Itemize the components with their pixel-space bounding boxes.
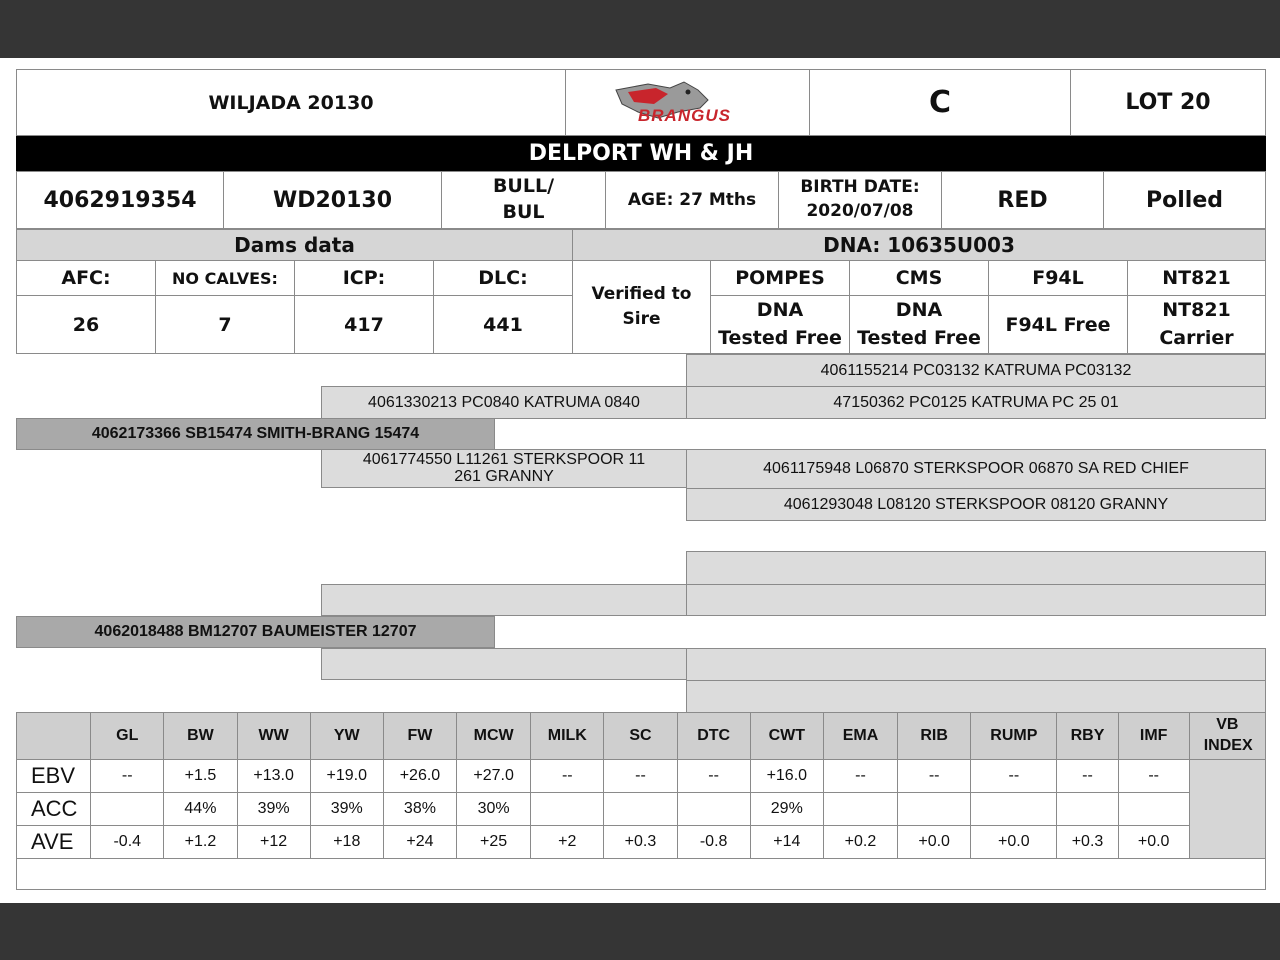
ebv-value-cell: +0.3 xyxy=(604,826,677,859)
ebv-value-cell: +14 xyxy=(750,826,823,859)
ebv-column-rump: RUMP xyxy=(971,713,1057,760)
ebv-table xyxy=(16,712,1266,890)
registration-id xyxy=(16,171,224,229)
ebv-column-vb-index: VB INDEX xyxy=(1189,713,1265,760)
ebv-value-cell: -- xyxy=(1118,760,1189,793)
dna-result-nt821 xyxy=(1127,295,1266,354)
logo-text: BRANGUS xyxy=(638,106,731,125)
pedigree-dam-dam-dam xyxy=(686,680,1266,713)
birth-date-label: BIRTH DATE: xyxy=(800,177,920,198)
verified-to-sire xyxy=(572,260,711,354)
animal-name xyxy=(16,69,566,136)
tag-number xyxy=(223,171,442,229)
pedigree-dam-sire-dam xyxy=(686,584,1266,616)
horn-status-text: Polled xyxy=(1146,187,1223,213)
pedigree-dam-sire-sire xyxy=(686,551,1266,585)
sex-text: BULL/ BUL xyxy=(492,175,555,223)
pedigree-sire-dam-sire xyxy=(686,449,1266,489)
afc-value-text: 26 xyxy=(72,313,100,336)
registration-id-text: 4062919354 xyxy=(43,187,197,213)
ebv-value-cell xyxy=(1057,793,1118,826)
dna-result-line: F94L Free xyxy=(1005,313,1111,336)
ebv-column-bw: BW xyxy=(164,713,237,760)
ebv-value-cell: 39% xyxy=(310,793,383,826)
dna-result-line: Carrier xyxy=(1159,326,1234,349)
ebv-value-cell: -- xyxy=(1057,760,1118,793)
pedigree-text: 4061774550 L11261 STERKSPOOR 11 261 GRANNY xyxy=(362,450,646,485)
ebv-value-cell: +25 xyxy=(457,826,531,859)
breeder-name: DELPORT WH & JH xyxy=(528,141,754,166)
no-calves-label xyxy=(155,260,295,296)
ebv-value-cell xyxy=(677,793,750,826)
ebv-row-ebv xyxy=(17,760,1266,793)
pedigree-text: 4061293048 L08120 STERKSPOOR 08120 GRANNY xyxy=(783,495,1169,513)
pedigree-sire xyxy=(16,418,495,450)
bottom-bar xyxy=(0,903,1280,960)
pedigree-sire-sire-dam xyxy=(686,386,1266,419)
ebv-value-cell: -0.4 xyxy=(91,826,164,859)
top-bar xyxy=(0,0,1280,58)
pedigree-text: 4061175948 L06870 STERKSPOOR 06870 SA RED CHIEF xyxy=(763,460,1189,477)
ebv-column-sc: SC xyxy=(604,713,677,760)
afc-label xyxy=(16,260,156,296)
dna-test-nt821 xyxy=(1127,260,1266,296)
age-text: AGE: 27 Mths xyxy=(627,190,757,210)
age xyxy=(605,171,779,229)
verified-to-sire-text: Verified to Sire xyxy=(591,283,692,329)
ebv-column-rib: RIB xyxy=(898,713,971,760)
ebv-column-fw: FW xyxy=(383,713,456,760)
pedigree-sire-dam-dam xyxy=(686,488,1266,521)
animal-name-text: WILJADA 20130 xyxy=(208,91,374,114)
ebv-value-cell: +18 xyxy=(310,826,383,859)
ebv-value-cell: +0.2 xyxy=(823,826,897,859)
lot-number xyxy=(1070,69,1266,136)
dna-result-pompes xyxy=(710,295,850,354)
dna-result-f94l xyxy=(988,295,1128,354)
lot-text: LOT 20 xyxy=(1125,90,1211,115)
ebv-column-cwt: CWT xyxy=(750,713,823,760)
ebv-value-cell: +1.2 xyxy=(164,826,237,859)
ebv-value-cell xyxy=(604,793,677,826)
ebv-value-cell: -- xyxy=(898,760,971,793)
colour-text: RED xyxy=(997,187,1048,213)
ebv-value-cell: +24 xyxy=(383,826,456,859)
ebv-value-cell: 39% xyxy=(237,793,310,826)
ebv-value-cell xyxy=(823,793,897,826)
ebv-value-cell xyxy=(531,793,604,826)
ebv-value-cell: -0.8 xyxy=(677,826,750,859)
ebv-value-cell: -- xyxy=(91,760,164,793)
pedigree-text: 4061330213 PC0840 KATRUMA 0840 xyxy=(368,393,640,411)
dna-result-line: DNA xyxy=(756,298,804,321)
ebv-value-cell: +0.0 xyxy=(898,826,971,859)
ebv-value-cell xyxy=(1118,793,1189,826)
ebv-value-cell: +0.3 xyxy=(1057,826,1118,859)
ebv-value-cell: -- xyxy=(604,760,677,793)
ebv-value-cell: -- xyxy=(677,760,750,793)
afc-value xyxy=(16,295,156,354)
ebv-value-cell: +27.0 xyxy=(457,760,531,793)
ebv-value-cell: +0.0 xyxy=(1118,826,1189,859)
dams-data-title: Dams data xyxy=(234,233,355,257)
ebv-row-label: EBV xyxy=(17,760,91,793)
ebv-header-row xyxy=(17,713,1266,760)
dams-data-header xyxy=(16,229,573,261)
ebv-row-acc xyxy=(17,793,1266,826)
ebv-value-cell: +1.5 xyxy=(164,760,237,793)
dna-test-pompes xyxy=(710,260,850,296)
dna-test-name: CMS xyxy=(895,267,943,289)
pedigree-sire-dam xyxy=(321,449,687,488)
dna-test-name: NT821 xyxy=(1162,267,1231,289)
ebv-value-cell: +19.0 xyxy=(310,760,383,793)
vb-index-value-cell xyxy=(1189,760,1265,859)
pedigree-dam-dam xyxy=(321,648,687,680)
ebv-value-cell: 29% xyxy=(750,793,823,826)
ebv-value-cell: -- xyxy=(971,760,1057,793)
dna-test-name: F94L xyxy=(1032,267,1084,289)
ebv-row-ave xyxy=(17,826,1266,859)
pedigree-dam-sire xyxy=(321,584,687,616)
icp-value-text: 417 xyxy=(344,313,384,336)
ebv-value-cell xyxy=(898,793,971,826)
pedigree-sire-sire xyxy=(321,386,687,419)
ebv-value-cell: +26.0 xyxy=(383,760,456,793)
dna-test-name: POMPES xyxy=(735,267,825,289)
ebv-value-cell: -- xyxy=(531,760,604,793)
ebv-column-ema: EMA xyxy=(823,713,897,760)
dna-title: DNA: 10635U003 xyxy=(823,233,1015,257)
ebv-value-cell: +16.0 xyxy=(750,760,823,793)
ebv-row-label: AVE xyxy=(17,826,91,859)
pedigree-text: 4062018488 BM12707 BAUMEISTER 12707 xyxy=(94,623,417,640)
no-calves-value xyxy=(155,295,295,354)
dna-result-line: Tested Free xyxy=(718,326,842,349)
dna-result-line: NT821 xyxy=(1162,298,1231,321)
dna-result-cms xyxy=(849,295,989,354)
icp-label xyxy=(294,260,434,296)
breeder-banner xyxy=(16,136,1266,171)
dna-test-f94l xyxy=(988,260,1128,296)
ebv-column-rby: RBY xyxy=(1057,713,1118,760)
horn-status xyxy=(1103,171,1266,229)
ebv-value-cell: +2 xyxy=(531,826,604,859)
no-calves-value-text: 7 xyxy=(218,313,232,336)
ebv-column-ww: WW xyxy=(237,713,310,760)
ebv-value-cell: 30% xyxy=(457,793,531,826)
afc-label-text: AFC: xyxy=(61,267,111,289)
ebv-column-gl: GL xyxy=(91,713,164,760)
pedigree-text: 4062173366 SB15474 SMITH-BRANG 15474 xyxy=(91,425,420,442)
ebv-value-cell: -- xyxy=(823,760,897,793)
ebv-value-cell xyxy=(971,793,1057,826)
birth-date-value: 2020/07/08 xyxy=(806,201,914,221)
ebv-value-cell xyxy=(91,793,164,826)
ebv-row-label: ACC xyxy=(17,793,91,826)
dna-result-line: Tested Free xyxy=(857,326,981,349)
dna-header xyxy=(572,229,1266,261)
pedigree-sire-sire-sire xyxy=(686,354,1266,387)
ebv-column-imf: IMF xyxy=(1118,713,1189,760)
pedigree-text: 47150362 PC0125 KATRUMA PC 25 01 xyxy=(833,393,1119,411)
dlc-value xyxy=(433,295,573,354)
sex xyxy=(441,171,606,229)
grade xyxy=(809,69,1071,136)
grade-text: C xyxy=(928,85,952,120)
pedigree-dam-dam-sire xyxy=(686,648,1266,681)
icp-label-text: ICP: xyxy=(342,267,386,289)
icp-value xyxy=(294,295,434,354)
ebv-column-yw: YW xyxy=(310,713,383,760)
brangus-logo xyxy=(565,69,810,136)
ebv-value-cell: +12 xyxy=(237,826,310,859)
tag-number-text: WD20130 xyxy=(272,187,393,213)
ebv-value-cell: 38% xyxy=(383,793,456,826)
ebv-footer-row xyxy=(17,859,1266,890)
ebv-column-mcw: MCW xyxy=(457,713,531,760)
ebv-column-milk: MILK xyxy=(531,713,604,760)
dlc-label-text: DLC: xyxy=(478,267,528,289)
ebv-column-dtc: DTC xyxy=(677,713,750,760)
ebv-footer-cell xyxy=(17,859,1266,890)
dna-test-cms xyxy=(849,260,989,296)
ebv-value-cell: 44% xyxy=(164,793,237,826)
dlc-value-text: 441 xyxy=(483,313,523,336)
ebv-value-cell: +13.0 xyxy=(237,760,310,793)
birth-date xyxy=(778,171,942,229)
colour xyxy=(941,171,1104,229)
no-calves-label-text: NO CALVES: xyxy=(172,268,278,288)
dlc-label xyxy=(433,260,573,296)
ebv-corner-cell xyxy=(17,713,91,760)
dna-result-line: DNA xyxy=(895,298,943,321)
pedigree-text: 4061155214 PC03132 KATRUMA PC03132 xyxy=(820,361,1132,379)
pedigree-dam xyxy=(16,616,495,648)
ebv-value-cell: +0.0 xyxy=(971,826,1057,859)
